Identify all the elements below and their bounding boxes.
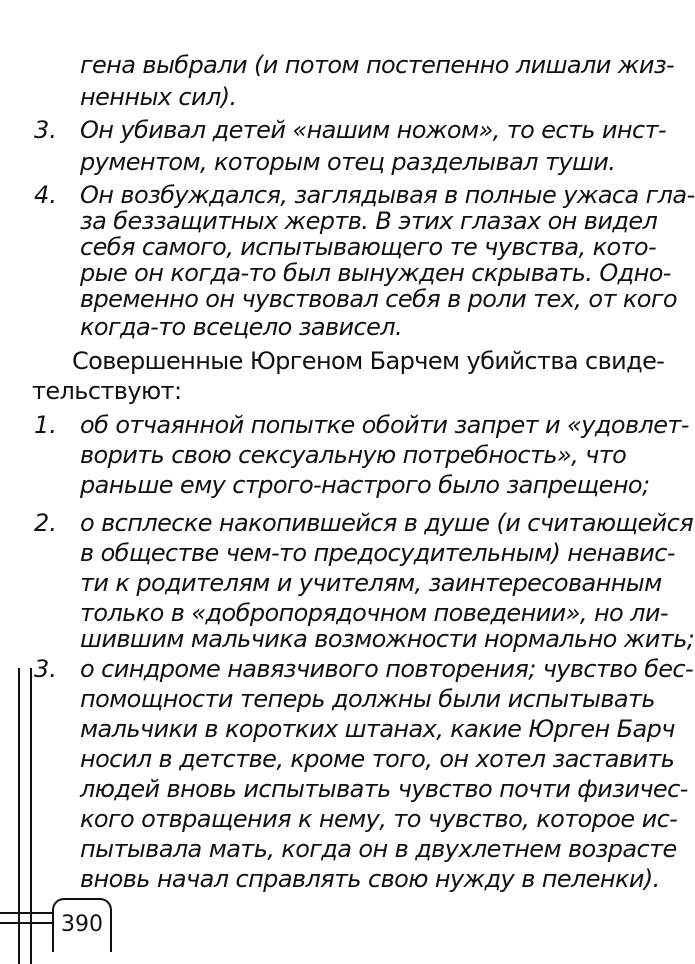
text-line: только в «добропорядочном поведении», но ли- [80, 599, 668, 627]
text-line: носил в детстве, кроме того, он хотел заставить [80, 745, 675, 773]
text-line: ворить свою сексуальную потребность», что [80, 441, 627, 469]
text-line: гена выбрали (и потом постепенно лишали жиз- [80, 51, 675, 79]
text-line: шившим мальчика возможности нормально жить; [80, 625, 695, 653]
margin-rule-1 [18, 668, 20, 964]
text-line: Он убивал детей «нашим ножом», то есть инст- [80, 116, 667, 144]
text-line: за беззащитных жертв. В этих глазах он видел [80, 207, 658, 235]
text-line: кого отвращения к нему, то чувство, которое ис- [80, 805, 678, 833]
text-line: о синдроме навязчивого повторения; чувство бес- [80, 655, 694, 683]
text-line: раньше ему строго-настрого было запрещено; [80, 471, 650, 499]
text-line: помощности теперь должны были испытывать [80, 685, 655, 713]
text-line: рые он когда-то был вынужден скрывать. Одно- [80, 259, 671, 287]
text-line: Совершенные Юргеном Барчем убийства свиде- [72, 347, 665, 375]
text-line: людей вновь испытывать чувство почти физичес- [80, 775, 688, 803]
text-line: вновь начал справлять свою нужду в пеленки). [80, 865, 660, 893]
list-marker: 2. [34, 509, 57, 537]
list-marker: 1. [34, 411, 57, 439]
text-line: временно он чувствовал себя в роли тех, от кого [80, 285, 677, 313]
bottom-rule-2 [0, 922, 52, 924]
text-line: Он возбуждался, заглядывая в полные ужаса гла- [80, 181, 695, 209]
margin-rule-2 [30, 668, 32, 964]
text-line: в обществе чем-то предосудительным) ненавис- [80, 539, 675, 567]
bottom-rule [0, 912, 52, 914]
text-line: пытывала мать, когда он в двухлетнем возрасте [80, 835, 677, 863]
text-line: об отчаянной попытке обойти запрет и «удовлет- [80, 411, 689, 439]
text-line: мальчики в коротких штанах, какие Юрген Барч [80, 715, 675, 743]
list-marker: 3. [34, 116, 57, 144]
text-line: рументом, которым отец разделывал туши. [80, 148, 616, 176]
list-marker: 3. [34, 655, 57, 683]
text-line: о всплеске накопившейся в душе (и считающейся [80, 509, 694, 537]
text-line: когда-то всецело зависел. [80, 313, 403, 341]
list-marker: 4. [34, 181, 57, 209]
text-line: ненных сил). [80, 83, 237, 111]
text-line: тельствуют: [32, 377, 182, 405]
text-line: ти к родителям и учителям, заинтересованным [80, 569, 662, 597]
text-line: себя самого, испытывающего те чувства, кото- [80, 233, 657, 261]
page-number: 390 [61, 912, 103, 937]
